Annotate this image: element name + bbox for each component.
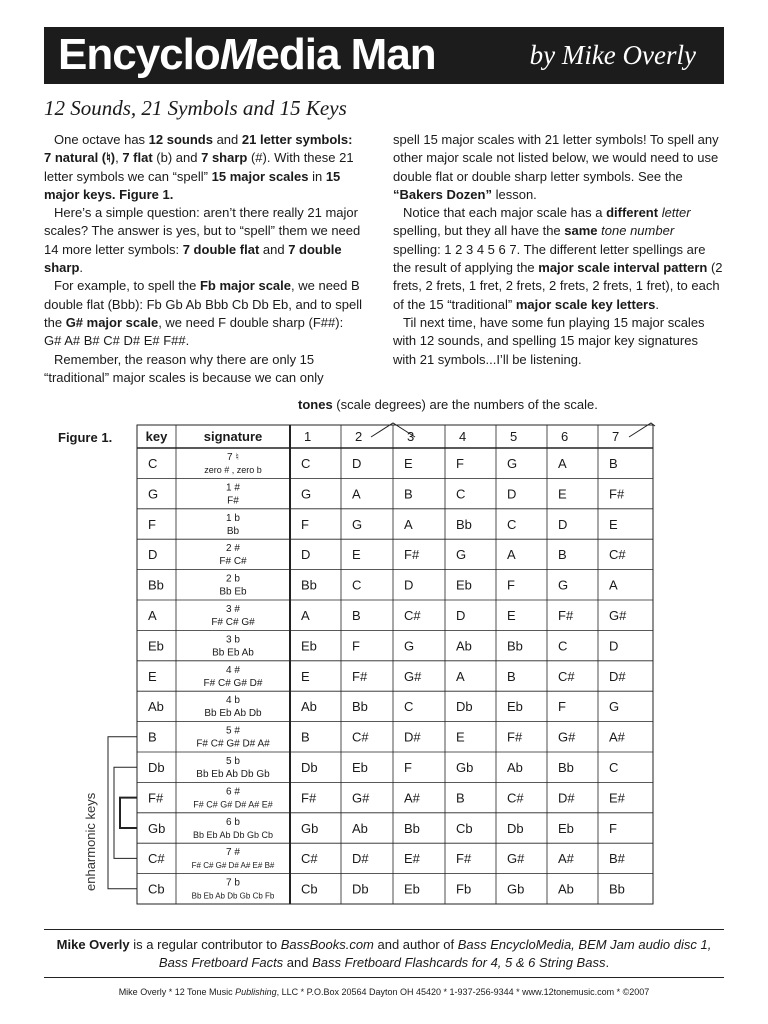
text-run: One octave has	[54, 132, 149, 147]
text-run: ,	[115, 150, 123, 166]
signature-count: 4 #	[226, 664, 240, 676]
tone-number-header: 4	[459, 429, 467, 444]
scale-note-cell: F	[352, 638, 360, 654]
article-title: 12 Sounds, 21 Symbols and 15 Keys	[44, 96, 347, 120]
text-run: G# major scale	[65, 314, 159, 330]
text-run: Notice that each major scale has a	[403, 205, 607, 221]
scale-note-cell: B	[352, 608, 361, 623]
scale-note-cell: Eb	[301, 638, 317, 654]
scale-note-cell: Ab	[301, 699, 317, 715]
bio-top-rule	[44, 929, 724, 930]
key-cell: C	[148, 456, 158, 471]
signature-accidentals: Bb Eb Ab	[212, 647, 254, 659]
scale-note-cell: Db	[301, 760, 318, 775]
enharmonic-bracket	[114, 767, 137, 858]
scale-note-cell: D#	[609, 668, 626, 684]
text-run: letter	[661, 205, 691, 221]
table-header-signature: signature	[203, 429, 263, 444]
text-run: Bass EncycloMedia, BEM Jam audio disc 1, Bass Fretboard Facts	[158, 937, 712, 970]
text-run: (b) and	[152, 150, 202, 166]
signature-count: 1 #	[226, 482, 240, 494]
scale-note-cell: C	[301, 456, 311, 471]
scale-note-cell: F#	[404, 547, 420, 563]
scale-note-cell: A#	[558, 851, 574, 867]
scale-note-cell: B	[609, 456, 618, 471]
enharmonic-bracket	[120, 798, 137, 828]
text-run: Fb major scale	[199, 278, 292, 294]
scale-note-cell: Bb	[456, 516, 472, 532]
scale-note-cell: E	[352, 547, 361, 563]
scale-note-cell: Gb	[301, 820, 319, 836]
scale-note-cell: A	[507, 547, 516, 563]
text-run: 12 sounds	[148, 132, 213, 147]
text-run: For example, to spell the	[54, 278, 200, 294]
scale-note-cell: Db	[456, 699, 473, 715]
scale-note-cell: Eb	[404, 881, 420, 897]
scale-note-cell: G	[507, 456, 518, 471]
scale-note-cell: G	[404, 638, 415, 654]
scale-note-cell: E	[456, 729, 465, 745]
key-cell: Bb	[148, 577, 164, 593]
scale-note-cell: G#	[507, 851, 525, 867]
scale-note-cell: C#	[507, 790, 524, 806]
key-cell: B	[148, 729, 157, 745]
scale-note-cell: B	[558, 547, 567, 563]
scale-note-cell: C#	[558, 668, 575, 684]
figure-label: Figure 1.	[58, 430, 113, 445]
text-run: 7 flat	[122, 150, 153, 166]
scale-note-cell: C#	[609, 547, 626, 563]
key-cell: A	[148, 608, 157, 623]
scale-note-cell: G#	[558, 729, 576, 745]
scale-note-cell: B#	[609, 851, 625, 867]
scale-note-cell: E	[301, 668, 310, 684]
text-run: BassBooks.com	[280, 937, 374, 952]
text-run: tone number	[601, 223, 675, 239]
footer-rule	[44, 977, 724, 978]
scale-note-cell: Ab	[558, 881, 574, 897]
key-cell: F#	[148, 790, 164, 806]
scale-note-cell: E	[558, 486, 567, 502]
scale-note-cell: F	[507, 577, 515, 593]
author-bio	[44, 936, 724, 972]
scale-note-cell: E	[507, 608, 516, 623]
text-run: Til next time, have some fun playing 15 major scales with 12 sounds, and spelling 15 major key signatures with 21 symbols...I’ll be listening.	[393, 314, 705, 367]
text-run: spelling: 1 2 3 4 5 6 7. The different letter spellings are the result of applying the	[393, 241, 706, 276]
signature-count: 1 b	[226, 512, 240, 524]
signature-accidentals: Bb	[226, 525, 240, 537]
text-run: and	[283, 955, 313, 970]
scale-note-cell: F	[301, 516, 309, 532]
key-cell: Gb	[148, 820, 166, 836]
scale-note-cell: D	[507, 486, 517, 502]
scale-note-cell: Bb	[301, 577, 317, 593]
scale-note-cell: Cb	[456, 820, 473, 836]
text-run: is a regular contributor to	[129, 937, 281, 952]
scale-note-cell: F#	[609, 486, 625, 502]
scale-note-cell: E#	[404, 851, 420, 867]
enharmonic-bracket	[108, 737, 137, 889]
scale-note-cell: E	[609, 516, 618, 532]
scale-note-cell: B	[404, 486, 413, 502]
signature-count: 5 b	[226, 756, 240, 767]
text-run: and	[259, 241, 289, 257]
signature-accidentals: F#	[227, 495, 239, 507]
scale-note-cell: F	[404, 760, 412, 775]
scale-note-cell: C	[558, 638, 568, 654]
scale-note-cell: D	[456, 608, 466, 623]
scale-note-cell: F	[558, 699, 566, 715]
tone-number-header: 2	[355, 429, 363, 444]
text-run: Bass Fretboard Flashcards for 4, 5 & 6 String Bass	[312, 955, 606, 970]
scale-note-cell: G	[456, 547, 467, 563]
text-run: , LLC * P.O.Box 20564 Dayton OH 45420 * 1-937-256-9344 * www.12tonemusic.com * ©2007	[276, 987, 650, 997]
signature-count: 3 #	[226, 604, 240, 615]
tone-number-header: 1	[304, 429, 312, 444]
scale-note-cell: C#	[404, 608, 421, 623]
key-cell: G	[148, 486, 159, 502]
text-run: 15 major scales	[211, 168, 309, 184]
publisher-footer	[44, 986, 724, 998]
scale-note-cell: A	[558, 456, 567, 471]
text-run: 7 double sharp	[44, 241, 342, 276]
tone-number-header: 5	[510, 429, 518, 444]
signature-count: 6 b	[226, 816, 240, 828]
key-cell: E	[148, 668, 157, 684]
key-cell: F	[148, 516, 156, 532]
masthead-title-part2: edia Man	[255, 30, 436, 79]
text-run: different	[606, 205, 659, 221]
scale-note-cell: D	[301, 547, 311, 563]
scale-note-cell: A#	[609, 729, 625, 745]
scale-note-cell: E#	[609, 790, 625, 806]
scale-note-cell: G	[609, 699, 620, 715]
scale-note-cell: D	[404, 577, 414, 593]
signature-count: 7 #	[226, 847, 240, 859]
scale-note-cell: C#	[352, 729, 369, 745]
signature-accidentals: F# C# G# D# A# E# B#	[191, 861, 275, 871]
text-run: , we need B double flat (Bbb): Fb Gb Ab Bbb Cb Db Eb, and to spell the	[44, 278, 362, 330]
text-run: Mike Overly * 12 Tone Music	[118, 987, 236, 997]
scale-note-cell: A	[609, 577, 618, 593]
tone-number-header: 6	[561, 429, 569, 444]
key-cell: Cb	[148, 881, 165, 897]
signature-count: 3 b	[226, 634, 240, 646]
text-run: .	[655, 296, 659, 312]
key-cell: Db	[148, 760, 165, 775]
scale-note-cell: Bb	[507, 638, 523, 654]
scale-note-cell: Bb	[558, 760, 574, 775]
text-run: spelling, but they all have the	[393, 223, 565, 239]
signature-count: 2 b	[226, 573, 240, 585]
signature-accidentals: F# C# G# D# A# E#	[193, 799, 273, 810]
signature-accidentals: F# C#	[219, 556, 247, 568]
text-run: 21 letter symbols: 7 natural (♮)	[44, 132, 353, 166]
scale-note-cell: Eb	[352, 760, 368, 775]
scale-note-cell: G	[301, 486, 312, 502]
text-run: 15 major keys. Figure 1.	[44, 168, 341, 202]
text-run: 7 double flat	[182, 241, 260, 257]
masthead-byline: by Mike Overly	[529, 40, 696, 70]
text-run: .	[605, 955, 610, 970]
scale-note-cell: C	[507, 516, 517, 532]
enharmonic-keys-text: enharmonic keys	[83, 792, 98, 891]
scale-note-cell: A	[352, 486, 361, 502]
key-cell: C#	[148, 851, 165, 867]
scale-note-cell: Gb	[507, 881, 525, 897]
scale-note-cell: A#	[404, 790, 420, 806]
text-run: Mike Overly	[56, 937, 130, 952]
scale-note-cell: D	[558, 516, 568, 532]
scale-note-cell: G#	[352, 790, 370, 806]
text-run: (#). With these 21 letter symbols we can “spell”	[44, 150, 354, 184]
scale-note-cell: F#	[301, 790, 317, 806]
scale-note-cell: Ab	[352, 820, 368, 836]
scale-note-cell: Bb	[404, 820, 420, 836]
text-run: lesson.	[491, 186, 537, 202]
key-cell: Eb	[148, 638, 164, 654]
scale-note-cell: Cb	[301, 881, 318, 897]
signature-accidentals: F# C# G# D#	[203, 677, 263, 689]
text-run: major scale key letters	[515, 296, 656, 312]
scale-note-cell: Eb	[456, 577, 472, 593]
scale-note-cell: B	[507, 668, 516, 684]
signature-accidentals: Bb Eb Ab Db Gb	[196, 769, 270, 780]
scale-note-cell: D#	[352, 851, 369, 867]
scale-note-cell: D	[609, 638, 619, 654]
key-cell: D	[148, 547, 158, 563]
table-header-key: key	[145, 429, 168, 444]
scale-note-cell: G#	[404, 668, 422, 684]
scale-note-cell: Fb	[456, 881, 472, 897]
text-run: major scale interval pattern	[538, 260, 708, 276]
scale-note-cell: E	[404, 456, 413, 471]
text-run: .	[79, 260, 84, 276]
signature-accidentals: F# C# G# D# A#	[196, 738, 270, 750]
signature-count: 7 ♮	[227, 452, 239, 463]
masthead-title-part1: Encyclo	[58, 30, 220, 79]
scale-note-cell: Db	[352, 881, 369, 897]
scale-note-cell: A	[404, 516, 413, 532]
scale-note-cell: B	[301, 729, 310, 745]
signature-count: 5 #	[226, 725, 240, 737]
text-run: (2 frets, 2 frets, 1 fret, 2 frets, 2 frets, 2 frets, 1 fret), to each of the 15 “traditional”	[393, 260, 723, 312]
text-run: Here’s a simple question: aren’t there really 21 major scales? The answer is yes, but to “spell” them we need 14 more letter symbols:	[44, 205, 361, 257]
text-run: in	[308, 168, 326, 184]
signature-accidentals: zero # , zero b	[204, 465, 262, 475]
scale-note-cell: F#	[558, 608, 574, 623]
tone-number-header: 7	[612, 429, 620, 444]
text-run: Remember, the reason why there are only 15 “traditional” major scales is because we can only	[44, 351, 324, 385]
masthead-title-italic-m: M	[219, 30, 256, 79]
scale-note-cell: Eb	[558, 820, 574, 836]
enharmonic-keys-label	[83, 771, 103, 891]
scale-note-cell: G#	[609, 608, 627, 623]
scale-note-cell: B	[456, 790, 465, 806]
scale-note-cell: Gb	[456, 760, 474, 775]
scale-note-cell: C#	[301, 851, 318, 867]
text-run: and author of	[373, 937, 458, 952]
signature-accidentals: Bb Eb Ab Db	[204, 708, 262, 720]
text-run: 7 sharp	[201, 150, 248, 166]
scale-note-cell: D	[352, 456, 362, 471]
scale-note-cell: Ab	[456, 638, 472, 654]
tones-note-text: (scale degrees) are the numbers of the scale.	[332, 397, 598, 412]
scale-note-cell: F#	[456, 851, 472, 867]
scale-note-cell: Eb	[507, 699, 523, 715]
text-run: Publishing	[235, 987, 277, 997]
scale-note-cell: F	[456, 456, 464, 471]
scale-note-cell: A	[456, 668, 465, 684]
signature-accidentals: Bb Eb Ab Db Gb Cb	[192, 829, 274, 840]
scale-note-cell: Bb	[352, 699, 368, 715]
scale-note-cell: D#	[404, 729, 421, 745]
key-cell: Ab	[148, 699, 164, 715]
signature-accidentals: Bb Eb Ab Db Gb Cb Fb	[191, 891, 275, 901]
text-run: , we need F double sharp (F##): G# A# B# C# D# E# F##.	[44, 314, 344, 349]
signature-count: 7 b	[226, 877, 240, 889]
tone-number-header: 3	[407, 429, 415, 444]
scale-note-cell: C	[404, 699, 414, 715]
text-run: “Bakers Dozen”	[393, 186, 492, 202]
scale-note-cell: G	[352, 516, 363, 532]
scale-note-cell: F#	[507, 729, 523, 745]
text-run: same	[564, 223, 598, 239]
text-run: spell 15 major scales with 21 letter symbols! To spell any other major scale not listed below, we would need to use double flat or double sharp letter symbols. See the	[393, 132, 719, 184]
scale-note-cell: C	[609, 760, 619, 775]
signature-accidentals: Bb Eb	[219, 586, 247, 598]
scale-note-cell: F#	[352, 668, 368, 684]
scale-note-cell: C	[352, 577, 362, 593]
text-run: and	[212, 132, 242, 147]
scale-note-cell: G	[558, 577, 569, 593]
signature-accidentals: F# C# G#	[211, 617, 255, 628]
scale-note-cell: Ab	[507, 760, 523, 775]
scale-note-cell: C	[456, 486, 466, 502]
signature-count: 6 #	[226, 786, 240, 798]
scale-note-cell: Db	[507, 820, 524, 836]
tones-note-bold: tones	[298, 397, 333, 412]
signature-count: 4 b	[226, 695, 240, 707]
signature-count: 2 #	[226, 543, 240, 555]
scale-note-cell: D#	[558, 790, 575, 806]
scale-note-cell: Bb	[609, 881, 625, 897]
scale-note-cell: F	[609, 820, 617, 836]
scale-note-cell: A	[301, 608, 310, 623]
